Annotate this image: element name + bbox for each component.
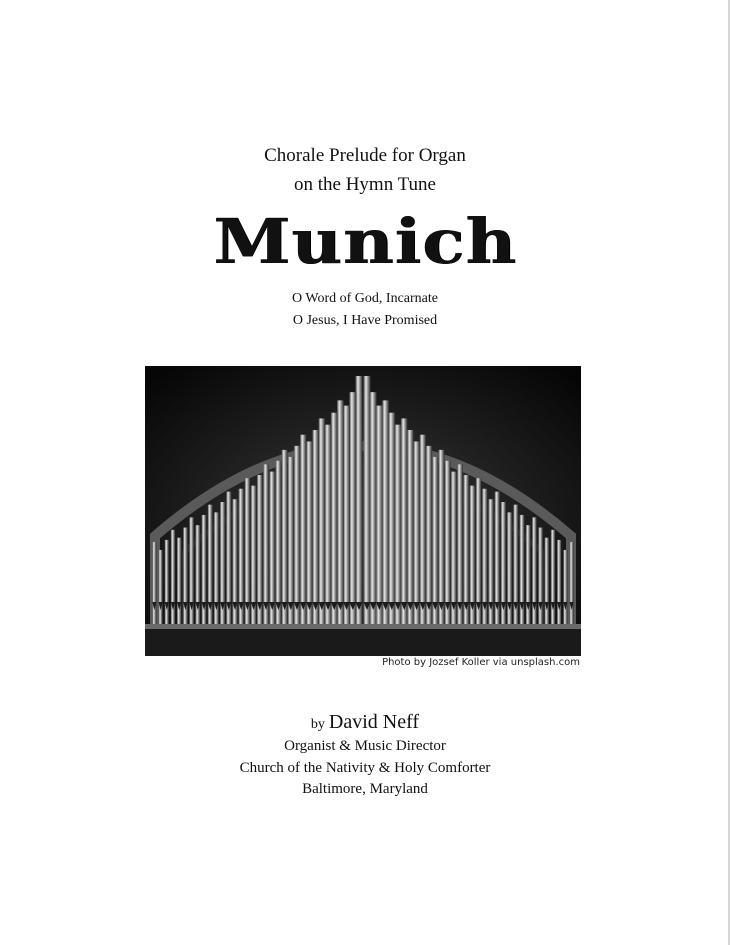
hymn-line-1: O Word of God, Incarnate — [292, 291, 438, 306]
organ-pipe — [445, 461, 451, 624]
subtitle-line-1: Chorale Prelude for Organ — [264, 145, 466, 166]
organ-pipe — [257, 475, 263, 624]
organ-pipe — [570, 542, 574, 624]
organ-pipe — [457, 464, 463, 624]
author-by: by — [310, 717, 325, 732]
organ-pipe — [376, 406, 383, 624]
organ-pipe — [426, 446, 432, 624]
organ-pipe — [395, 425, 402, 624]
organ-pipe — [294, 446, 300, 624]
organ-pipe — [288, 457, 294, 624]
hymn-line-2: O Jesus, I Have Promised — [292, 313, 438, 328]
organ-pipe — [432, 457, 438, 624]
organ-pipe — [337, 400, 344, 624]
organ-pipe — [420, 435, 426, 624]
organ-pipe — [325, 425, 332, 624]
organ-pipe — [343, 406, 350, 624]
organ-pipe — [319, 418, 325, 624]
organ-pipes-illustration — [145, 366, 581, 656]
organ-pipe — [388, 413, 395, 624]
organ-pipe — [370, 392, 377, 624]
subtitle-line-2: on the Hymn Tune — [294, 174, 436, 195]
organ-pipe — [563, 550, 567, 624]
organ-pipes-photo — [145, 366, 581, 656]
organ-case-ledge — [145, 624, 581, 629]
organ-pipe — [300, 435, 306, 624]
organ-pipe — [152, 542, 156, 624]
tune-title: Munich — [213, 205, 517, 278]
organ-pipe — [312, 430, 318, 624]
author-name: David Neff — [328, 711, 420, 733]
organ-pipe — [282, 450, 288, 624]
organ-pipe — [545, 538, 549, 624]
church-name: Church of the Nativity & Holy Comforter — [239, 760, 491, 776]
organ-pipe — [275, 461, 281, 624]
organ-pipe — [177, 538, 181, 624]
author-title: Organist & Music Director — [284, 738, 446, 754]
organ-case-base — [145, 628, 581, 656]
organ-pipe — [463, 475, 469, 624]
organ-pipe — [407, 430, 413, 624]
author-line — [0, 711, 730, 734]
organ-pipe — [557, 540, 561, 624]
organ-pipe — [349, 392, 356, 624]
organ-pipe — [159, 550, 163, 624]
church-location: Baltimore, Maryland — [302, 781, 428, 797]
organ-pipe — [165, 540, 169, 624]
organ-pipe — [413, 441, 419, 624]
organ-pipe — [364, 376, 371, 624]
organ-pipe — [263, 464, 269, 624]
organ-pipe — [356, 376, 363, 624]
organ-pipe — [331, 413, 338, 624]
organ-pipe — [306, 441, 312, 624]
organ-pipe — [382, 400, 389, 624]
organ-pipe — [451, 472, 457, 624]
organ-pipe — [401, 418, 407, 624]
organ-pipe — [438, 450, 444, 624]
organ-pipe — [269, 472, 275, 624]
photo-credit: Photo by Jozsef Koller via unsplash.com — [382, 657, 580, 668]
